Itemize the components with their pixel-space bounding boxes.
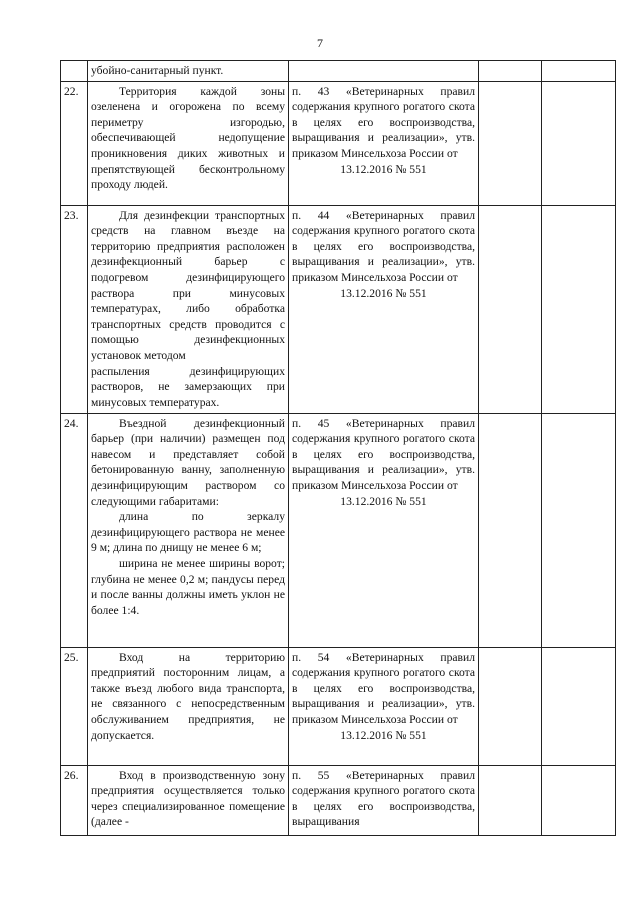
row-number: 23. [61,205,88,413]
source-text: п. 45 «Ветеринарных правил содержания крупного рогатого скота в целях его воспроизводства, выращивания и реализации», утв. приказом Минсельхоза России от [292,416,475,492]
source-date: 13.12.2016 № 551 [340,286,427,300]
row-number [61,61,88,82]
table-row [61,413,616,647]
requirement-cell [88,647,289,765]
source-cell [289,81,479,205]
empty-cell [479,647,542,765]
requirement-text: Вход на территорию предприятий посторонним лицам, а также въезд любого вида транспорта, не связанного с непосредственным обслуживанием предприятия, не допускается. [91,650,285,742]
requirement-text: Вход в производственную зону предприятия осуществляется только через специализированное помещение (далее - [91,768,285,829]
source-date: 13.12.2016 № 551 [340,494,427,508]
source-cell [289,61,479,82]
empty-cell [479,61,542,82]
source-text: п. 43 «Ветеринарных правил содержания крупного рогатого скота в целях его воспроизводства, выращивания и реализации», утв. приказом Минсельхоза России от [292,84,475,160]
empty-cell [542,647,616,765]
table-row [61,647,616,765]
empty-cell [542,765,616,835]
requirement-text: Въездной дезинфекционный барьер (при наличии) размещен под навесом и представляет собой бетонированную ванну, заполненную дезинфицирующим раствором со следующими габаритами: [91,416,285,508]
empty-cell [542,413,616,647]
requirement-cell [88,61,289,82]
empty-cell [542,81,616,205]
requirement-text: распыления дезинфицирующих растворов, не замерзающих при минусовых температурах. [91,364,285,409]
requirement-cell [88,765,289,835]
source-cell [289,647,479,765]
source-text: п. 44 «Ветеринарных правил содержания крупного рогатого скота в целях его воспроизводства, выращивания и реализации», утв. приказом Минсельхоза России от [292,208,475,284]
source-date: 13.12.2016 № 551 [340,728,427,742]
empty-cell [479,765,542,835]
requirement-text: ширина не менее ширины ворот; глубина не менее 0,2 м; пандусы перед и после ванны должны иметь уклон не более 1:4. [91,556,285,617]
source-text: п. 55 «Ветеринарных правил содержания крупного рогатого скота в целях его воспроизводства, выращивания [292,768,475,829]
requirement-text: Территория каждой зоны озеленена и огорожена по всему периметру изгородью, обеспечивающей недопущение проникновения диких животных и препятствующей бесконтрольному проходу людей. [91,84,285,192]
table-row [61,61,616,82]
requirement-text: длина по зеркалу дезинфицирующего раствора не менее 9 м; длина по днищу не менее 6 м; [91,510,285,555]
requirement-text: убойно-санитарный пункт. [91,64,224,77]
requirement-cell [88,413,289,647]
empty-cell [542,205,616,413]
page-number: 7 [317,36,323,50]
empty-cell [542,61,616,82]
table-row [61,765,616,835]
requirement-cell [88,81,289,205]
table-row [61,81,616,205]
source-cell [289,765,479,835]
empty-cell [479,205,542,413]
empty-cell [479,413,542,647]
regulation-table [60,60,616,836]
source-cell [289,413,479,647]
source-text: п. 54 «Ветеринарных правил содержания крупного рогатого скота в целях его воспроизводства, выращивания и реализации», утв. приказом Минсельхоза России от [292,650,475,726]
row-number: 25. [61,647,88,765]
source-date: 13.12.2016 № 551 [340,162,427,176]
requirement-text: Для дезинфекции транспортных средств на главном въезде на территорию предприятия расположен дезинфекционный барьер с подогревом дезинфицирующего раствора при минусовых температурах, либо обработка транспортных средств проводится с помощью дезинфекционных установок методом [91,208,285,362]
source-cell [289,205,479,413]
empty-cell [479,81,542,205]
requirement-cell [88,205,289,413]
table-row [61,205,616,413]
row-number: 24. [61,413,88,647]
row-number: 26. [61,765,88,835]
row-number: 22. [61,81,88,205]
